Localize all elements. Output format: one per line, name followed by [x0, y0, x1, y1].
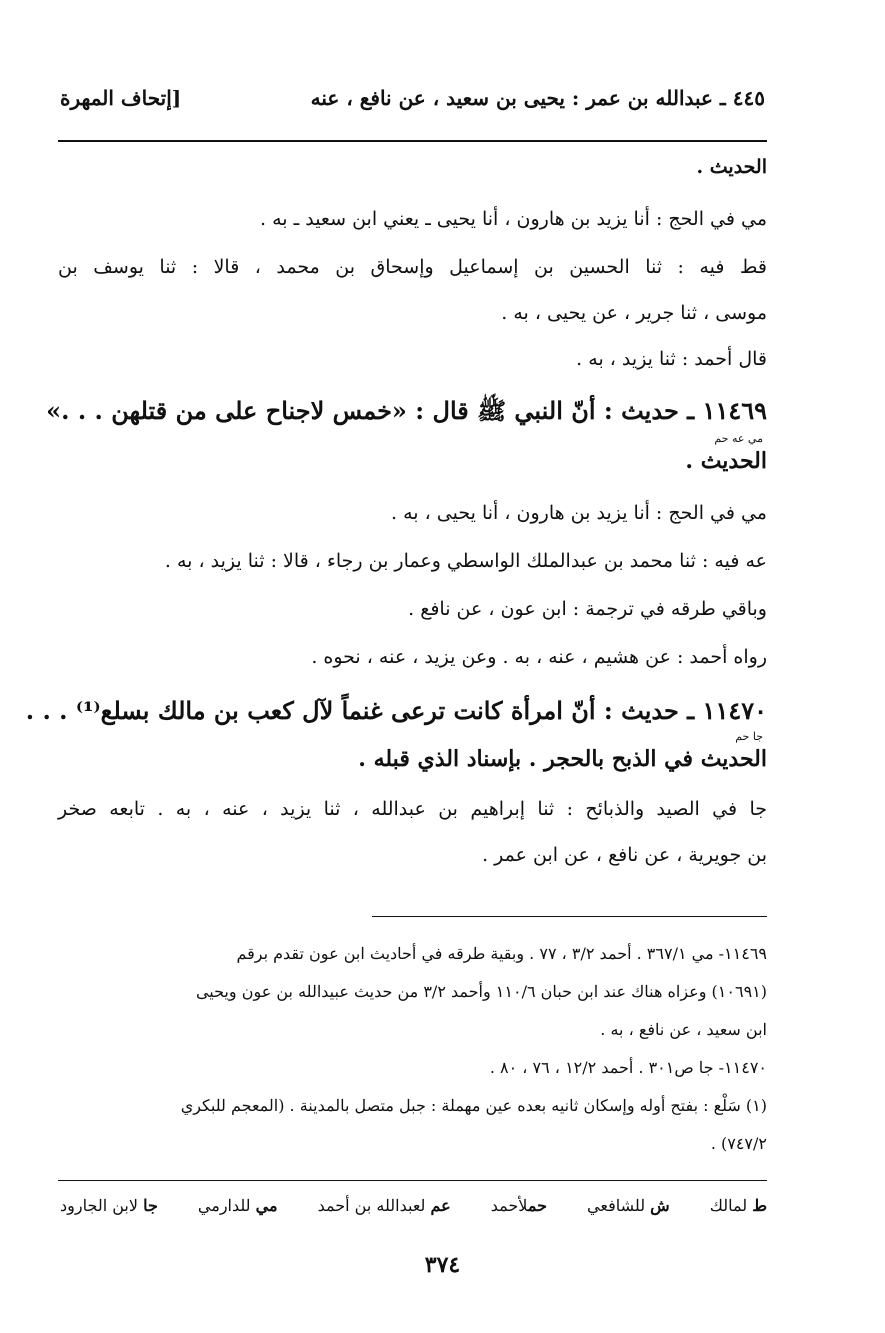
- footnote-line: ١١٤٦٩- مي ٣٦٧/١ . أحمد ٣/٢ ، ٧٧ . وبقية طرقه في أحاديث ابن عون تقدم برقم: [236, 944, 767, 963]
- text-line: الحديث في الذبح بالحجر . بإسناد الذي قبله .: [358, 746, 767, 772]
- text-line: بن جويرية ، عن نافع ، عن ابن عمر .: [482, 844, 767, 866]
- legend-item: مي للدارمي: [197, 1196, 278, 1215]
- running-header-book: [إتحاف المهرة: [60, 86, 182, 110]
- source-sigla: مي عه حم: [714, 432, 763, 445]
- text-line: جا في الصيد والذبائح : ثنا إبراهيم بن عبدالله ، ثنا يزيد ، عنه ، به . تابعه صخر: [58, 798, 767, 820]
- legend-item: جا لابن الجارود: [60, 1196, 158, 1215]
- text-line: قط فيه : ثنا الحسين بن إسماعيل وإسحاق بن محمد ، قالا : ثنا يوسف بن: [58, 256, 767, 278]
- footnote-line: ابن سعيد ، عن نافع ، به .: [600, 1020, 767, 1039]
- footnote-line: (١) سَلْع : بفتح أوله وإسكان ثانيه بعده عين مهملة : جبل متصل بالمدينة . (المعجم للبكري: [180, 1096, 767, 1115]
- hadith-entry-11470: ١١٤٧٠ ـ حديث : أنّ امرأة كانت ترعى غنماً لآل كعب بن مالك بسلع⁽¹⁾ . . .: [25, 696, 767, 725]
- footnote-rule: [372, 916, 767, 917]
- footnote-line: ١١٤٧٠- جا ص٣٠١ . أحمد ١٢/٢ ، ٧٦ ، ٨٠ .: [489, 1058, 767, 1077]
- text-line: الحديث .: [685, 448, 767, 474]
- text-line: رواه أحمد : عن هشيم ، عنه ، به . وعن يزيد ، عنه ، نحوه .: [311, 646, 767, 668]
- abbreviation-legend: [60, 1196, 767, 1215]
- hadith-entry-11469: ١١٤٦٩ ـ حديث : أنّ النبي ﷺ قال : «خمس لاجناح على من قتلهن . . .»: [46, 396, 767, 425]
- text-line: مي في الحج : أنا يزيد بن هارون ، أنا يحيى ، به .: [391, 502, 767, 524]
- header-rule: [58, 140, 767, 142]
- text-line: موسى ، ثنا جرير ، عن يحيى ، به .: [501, 302, 767, 324]
- legend-rule: [58, 1180, 767, 1181]
- running-header-title: ٤٤٥ ـ عبدالله بن عمر : يحيى بن سعيد ، عن نافع ، عنه: [310, 86, 765, 110]
- text-line: وباقي طرقه في ترجمة : ابن عون ، عن نافع .: [408, 598, 767, 620]
- text-line: الحديث .: [696, 156, 767, 178]
- legend-item: ش للشافعي: [587, 1196, 670, 1215]
- text-line: عه فيه : ثنا محمد بن عبدالملك الواسطي وعمار بن رجاء ، قالا : ثنا يزيد ، به .: [164, 550, 767, 572]
- legend-item: حملأحمد: [490, 1196, 547, 1215]
- text-line: قال أحمد : ثنا يزيد ، به .: [576, 348, 767, 370]
- text-line: مي في الحج : أنا يزيد بن هارون ، أنا يحيى ـ يعني ابن سعيد ـ به .: [260, 208, 767, 230]
- legend-item: عم لعبدالله بن أحمد: [317, 1196, 451, 1215]
- source-sigla: جا حم: [735, 730, 763, 743]
- footnote-line: ٧٤٧/٢) .: [710, 1134, 767, 1153]
- page-number: ٣٧٤: [424, 1252, 461, 1278]
- legend-item: ط لمالك: [709, 1196, 767, 1215]
- footnote-line: (١٠٦٩١) وعزاه هناك عند ابن حبان ١١٠/٦ وأحمد ٣/٢ من حديث عبيدالله بن عون ويحيى: [195, 982, 767, 1001]
